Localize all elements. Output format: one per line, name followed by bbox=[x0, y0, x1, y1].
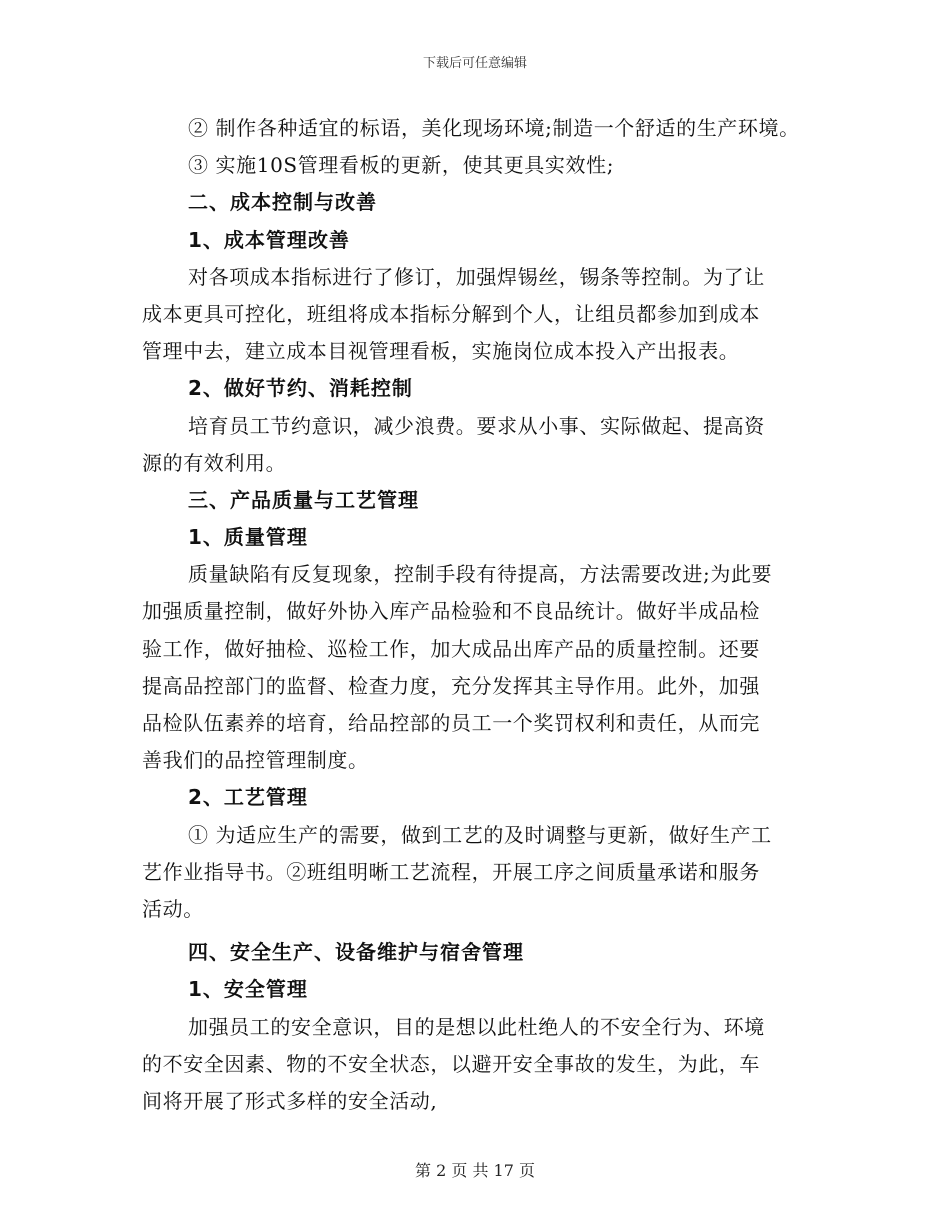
subsection-heading: 2、做好节约、消耗控制 bbox=[188, 376, 413, 401]
page-header: 下载后可任意编辑 bbox=[422, 56, 527, 71]
paragraph-line: 活动。 bbox=[142, 896, 204, 921]
section-heading: 二、成本控制与改善 bbox=[188, 190, 377, 215]
paragraph-line: ③ 实施10S管理看板的更新，使其更具实效性; bbox=[188, 153, 615, 178]
paragraph-line: 成本更具可控化，班组将成本指标分解到个人，让组员都参加到成本 bbox=[142, 301, 760, 326]
paragraph-line: 品检队伍素养的培育，给品控部的员工一个奖罚权利和责任，从而完 bbox=[142, 711, 760, 735]
page-footer: 第 2 页 共 17 页 bbox=[415, 1161, 535, 1180]
paragraph-line: 验工作，做好抽检、巡检工作，加大成品出库产品的质量控制。还要 bbox=[142, 636, 760, 661]
paragraph-line: 加强员工的安全意识，目的是想以此杜绝人的不安全行为、环境 bbox=[188, 1014, 765, 1039]
paragraph-line: 源的有效利用。 bbox=[142, 450, 287, 475]
paragraph-line: 对各项成本指标进行了修订，加强焊锡丝，锡条等控制。为了让 bbox=[188, 264, 765, 289]
subsection-heading: 1、质量管理 bbox=[188, 525, 308, 550]
subsection-heading: 2、工艺管理 bbox=[188, 785, 308, 810]
document-body bbox=[142, 110, 832, 1120]
paragraph-line: 提高品控部门的监督、检查力度，充分发挥其主导作用。此外，加强 bbox=[142, 673, 760, 698]
paragraph-line: 艺作业指导书。②班组明晰工艺流程，开展工序之间质量承诺和服务 bbox=[142, 859, 760, 884]
paragraph-line: 善我们的品控管理制度。 bbox=[142, 748, 369, 773]
subsection-heading: 1、安全管理 bbox=[188, 977, 308, 1002]
paragraph-line: 加强质量控制，做好外协入库产品检验和不良品统计。做好半成品检 bbox=[142, 599, 760, 624]
subsection-heading: 1、成本管理改善 bbox=[188, 227, 350, 252]
paragraph-line: ① 为适应生产的需要，做到工艺的及时调整与更新，做好生产工 bbox=[188, 822, 772, 847]
paragraph-line: 的不安全因素、物的不安全状态，以避开安全事故的发生，为此，车 bbox=[142, 1051, 760, 1076]
paragraph-line: 质量缺陷有反复现象，控制手段有待提高，方法需要改进;为此要 bbox=[188, 562, 773, 587]
section-heading: 四、安全生产、设备维护与宿舍管理 bbox=[188, 940, 524, 965]
section-heading: 三、产品质量与工艺管理 bbox=[188, 487, 419, 512]
paragraph-line: 管理中去，建立成本目视管理看板，实施岗位成本投入产出报表。 bbox=[142, 339, 740, 364]
paragraph-line: 培育员工节约意识，减少浪费。要求从小事、实际做起、提高资 bbox=[188, 413, 765, 438]
paragraph-line: ② 制作各种适宜的标语，美化现场环境;制造一个舒适的生产环境。 bbox=[188, 116, 800, 140]
paragraph-line: 间将开展了形式多样的安全活动, bbox=[142, 1088, 438, 1113]
